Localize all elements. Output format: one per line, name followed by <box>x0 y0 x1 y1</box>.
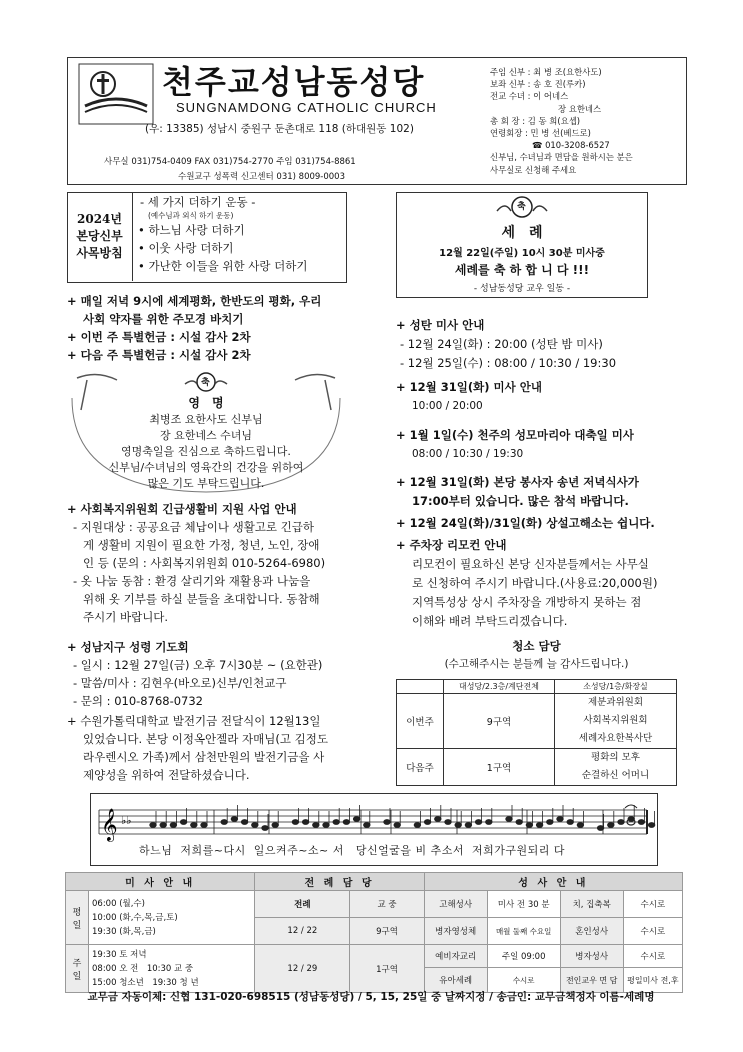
music-note <box>221 820 227 825</box>
mass-time: 19:30 (화,목,금) <box>92 926 156 937</box>
staff-line: 신부님, 수녀님과 면담을 원하시는 분은 <box>490 152 633 163</box>
sacrament-name: 전인교우 면 담 <box>560 968 623 993</box>
dec31-heading: + 12월 31일(화) 미사 안내 <box>396 380 542 394</box>
staff-line: 보좌 신부 : 송 호 진(루카) <box>490 79 586 90</box>
music-note <box>618 820 624 825</box>
baptism-date: 12월 22일(주일) 10시 30분 미사중 <box>439 248 605 259</box>
music-note <box>191 823 197 828</box>
music-note <box>414 823 420 828</box>
dec31-mass-notice <box>396 378 686 416</box>
table-row <box>397 749 677 786</box>
music-staff-box <box>90 793 658 866</box>
welfare-line: - 지원대상 : 공공요금 체납이나 생활고로 긴급하 <box>73 520 315 534</box>
policy-item: • 이웃 사랑 더하기 <box>138 241 234 255</box>
sacrament-time: 수시로 <box>623 918 682 945</box>
tithe-footer: 교무금 자동이체: 신협 131-020-698515 (성남동성당) / 5, 15, 25일 중 날짜지정 / 송금인: 교무금책정자 이름-세례명 <box>87 991 655 1003</box>
music-note <box>323 823 329 828</box>
duty-date: 12 / 29 <box>255 945 350 993</box>
policy-item: • 가난한 이들을 위한 사랑 더하기 <box>138 259 308 273</box>
table-header: 소성당/1층/화장실 <box>555 680 677 694</box>
sunday-mass-times <box>89 945 255 993</box>
duty-header: 교 중 <box>350 891 424 918</box>
duty-group: 1구역 <box>350 945 424 993</box>
hymn-lyrics: 하느님 저희를~다시 일으켜주~소~ 서 당신얼굴을 비 추소서 저희가구원되리 다 <box>139 844 566 857</box>
volunteer-line: 17:00부터 있습니다. 많은 참석 바랍니다. <box>412 494 629 508</box>
music-note <box>241 820 247 825</box>
policy-line: 사목방침 <box>76 246 123 260</box>
staff-list <box>490 66 633 176</box>
staff-line: 주임 신부 : 최 병 조(요한사도) <box>490 67 602 77</box>
music-note <box>333 820 339 825</box>
cleaning-subtitle: (수고해주시는 분들께 늘 감사드립니다.) <box>444 658 629 670</box>
sacrament-name: 예비자교리 <box>424 945 487 968</box>
sacrament-name: 병자성사 <box>560 945 623 968</box>
music-note <box>201 823 207 828</box>
welfare-notice <box>67 500 367 626</box>
music-note <box>364 823 370 828</box>
table-header <box>397 680 444 694</box>
volunteer-line: + 12월 31일(화) 본당 봉사자 송년 저녁식사가 <box>396 475 639 489</box>
music-note <box>384 820 390 825</box>
policy-heading: - 세 가지 더하기 운동 - <box>140 195 256 209</box>
duty-header: 전례 <box>255 891 350 918</box>
notice-line: + 매일 저녁 9시에 세계평화, 한반도의 평화, 우리 <box>67 294 322 308</box>
cell-line: 순결하신 어머니 <box>581 770 650 781</box>
table-cell: 다음주 <box>397 749 444 786</box>
music-note <box>486 820 492 825</box>
music-note <box>302 820 308 825</box>
sacrament-time: 주일 09:00 <box>487 945 560 968</box>
jan1-times: 08:00 / 10:30 / 19:30 <box>412 448 524 460</box>
music-staff <box>91 798 657 848</box>
christmas-mass-notice <box>396 316 686 373</box>
music-note <box>638 820 644 825</box>
jan1-mass-notice <box>396 426 686 464</box>
cleaning-table <box>396 679 677 786</box>
notice-line: + 다음 주 특별헌금 : 시설 감사 2차 <box>67 348 251 362</box>
staff-line: 전교 수녀 : 이 어네스 <box>490 91 569 102</box>
parking-remote-notice <box>396 536 686 631</box>
table-cell <box>555 749 677 786</box>
music-note <box>353 817 359 822</box>
sacrament-name: 혼인성사 <box>560 918 623 945</box>
policy-line: 본당신부 <box>76 229 123 243</box>
table-row <box>66 891 683 918</box>
mass-time: 19:30 토 저녁 <box>92 949 147 960</box>
church-phones: 사무실 031)754-0409 FAX 031)754-2770 주임 031)754-8861 <box>104 157 356 167</box>
notice-line: 사회 약자를 위한 주모경 바치기 <box>83 312 244 326</box>
weekday-label: 평일 <box>66 891 89 945</box>
weekday-mass-times <box>89 891 255 945</box>
svg-text:♭♭: ♭♭ <box>121 814 132 827</box>
feast-line: 장 요한네스 수녀님 <box>159 429 252 442</box>
cell-line: 평화의 모후 <box>591 752 640 763</box>
table-row <box>66 945 683 968</box>
baptism-congrats: 세례를 축 하 합 니 다 !!! <box>454 263 590 277</box>
duty-group: 9구역 <box>350 918 424 945</box>
music-note <box>252 823 258 828</box>
notice-prayer <box>67 292 357 364</box>
policy-note: (예수님과 외식 하기 운동) <box>148 211 234 220</box>
music-note <box>547 820 553 825</box>
volunteer-dinner-notice <box>396 473 686 511</box>
staff-line: 장 요한네스 <box>558 103 602 114</box>
policy-item: • 하느님 사랑 더하기 <box>138 223 245 237</box>
xmas-heading: + 성탄 미사 안내 <box>396 318 485 332</box>
parking-line: 지역특성상 상시 주차장을 개방하지 못하는 점 <box>412 595 642 609</box>
table-cell <box>555 694 677 749</box>
sacrament-name: 병자영성체 <box>424 918 487 945</box>
feast-line: 많은 기도 부탁드립니다. <box>147 477 265 490</box>
music-note <box>272 823 278 828</box>
feast-message <box>67 412 345 492</box>
music-note <box>424 820 430 825</box>
cleaning-title: 청소 담당 <box>512 639 561 653</box>
liturgy-duty-title: 전 례 담 당 <box>255 873 424 891</box>
donation-notice <box>67 712 367 784</box>
prayer-line: - 문의 : 010-8768-0732 <box>73 694 203 708</box>
welfare-line: 위해 옷 기부를 하실 분들을 초대합니다. 동참해 <box>83 592 320 606</box>
music-note <box>465 823 471 828</box>
music-note <box>455 823 461 828</box>
music-note <box>516 820 522 825</box>
parking-line: 이해와 배려 부탁드리겠습니다. <box>412 614 568 628</box>
table-row <box>397 694 677 749</box>
mass-time: 15:00 청소년 19:30 청 년 <box>92 977 199 988</box>
donation-line: 있었습니다. 본당 이정옥안젤라 자매님(고 김정도 <box>83 732 328 746</box>
church-address: (우: 13385) 성남시 중원구 둔촌대로 118 (하대원동 102) <box>145 123 414 135</box>
table-row <box>397 680 677 694</box>
music-note <box>648 823 654 828</box>
parking-heading: + 주차장 리모컨 안내 <box>396 538 507 552</box>
baptism-box <box>396 192 648 298</box>
music-note <box>445 820 451 825</box>
sacrament-time: 미사 전 30 분 <box>487 891 560 918</box>
jan1-heading: + 1월 1일(수) 천주의 성모마리아 대축일 미사 <box>396 428 634 442</box>
feast-line: 신부님/수녀님의 영육간의 건강을 위하여 <box>108 461 304 474</box>
xmas-line: - 12월 24일(화) : 20:00 (성탄 밤 미사) <box>400 337 603 351</box>
mass-time: 06:00 (월,수) <box>92 898 145 909</box>
donation-line: 제양성을 위하여 전달하셨습니다. <box>83 768 250 782</box>
policy-label <box>67 192 133 281</box>
cell-line: 제분과위원회 <box>587 697 644 708</box>
welfare-line: 게 생활비 지원이 필요한 가정, 청년, 노인, 장애 <box>83 538 320 552</box>
prayer-heading: + 성남지구 성령 기도회 <box>67 640 189 654</box>
feast-badge: 축 <box>201 378 210 388</box>
church-english-name: SUNGNAMDONG CATHOLIC CHURCH <box>176 100 437 115</box>
music-note <box>343 820 349 825</box>
music-note <box>557 817 563 822</box>
staff-line: 총 회 장 : 김 동 희(요셉) <box>490 115 581 126</box>
music-note <box>231 817 237 822</box>
donation-line: + 수원가톨릭대학교 발전기금 전달식이 12월13일 <box>67 714 321 728</box>
dec31-times: 10:00 / 20:00 <box>412 400 483 412</box>
music-note <box>180 820 186 825</box>
svg-text:𝄞: 𝄞 <box>101 808 118 841</box>
prayer-line: - 말씀/미사 : 김현우(바오로)신부/인천교구 <box>73 676 287 690</box>
music-note <box>160 823 166 828</box>
music-note <box>394 823 400 828</box>
feast-line: 영명축일을 진심으로 축하드립니다. <box>121 445 291 458</box>
welfare-heading: + 사회복지위원회 긴급생활비 지원 사업 안내 <box>67 502 297 516</box>
sacrament-name: 치, 집축복 <box>560 891 623 918</box>
sacrament-time: 수시로 <box>623 945 682 968</box>
table-row <box>66 873 683 891</box>
church-title: 천주교성남동성당 <box>162 63 426 101</box>
music-note <box>597 826 603 831</box>
xmas-line: - 12월 25일(수) : 08:00 / 10:30 / 19:30 <box>400 356 617 370</box>
duty-date: 12 / 22 <box>255 918 350 945</box>
donation-line: 라우렌시오 가족)께서 삼천만원의 발전기금을 사 <box>83 750 325 764</box>
church-logo <box>77 62 155 126</box>
feast-day-box <box>67 370 345 498</box>
confession-notice: + 12월 24일(화)/31일(화) 상설고해소는 쉽니다. <box>396 516 655 530</box>
baptism-title: 세 례 <box>501 225 543 241</box>
welfare-line: - 옷 나눔 동참 : 환경 살리기와 재활용과 나눔을 <box>73 574 311 588</box>
sacrament-time: 수시로 <box>623 891 682 918</box>
notice-line: + 이번 주 특별헌금 : 시설 감사 2차 <box>67 330 251 344</box>
prayer-line: - 일시 : 12월 27일(금) 오후 7시30분 ~ (요한관) <box>73 658 323 672</box>
table-cell: 1구역 <box>444 749 555 786</box>
baptism-from: - 성남동성당 교우 일동 - <box>473 284 571 294</box>
mass-schedule-title: 미 사 안 내 <box>66 873 255 891</box>
report-center: 수원교구 성폭력 신고센터 031) 8009-0003 <box>178 172 346 182</box>
cell-line: 세례자요한복사단 <box>578 733 653 744</box>
sacrament-title: 성 사 안 내 <box>424 873 682 891</box>
music-note <box>577 823 583 828</box>
music-note <box>435 817 441 822</box>
table-cell: 9구역 <box>444 694 555 749</box>
music-note <box>313 823 319 828</box>
music-note <box>567 820 573 825</box>
staff-line: 사무실로 신청해 주세요 <box>490 164 577 175</box>
schedule-table <box>65 872 683 993</box>
parking-line: 리모컨이 필요하신 본당 신자분들께서는 사무실 <box>412 557 649 571</box>
music-note <box>608 823 614 828</box>
music-note <box>475 820 481 825</box>
sacrament-time: 매월 둘째 수요일 <box>487 918 560 945</box>
welfare-line: 인 등 (문의 : 사회복지위원회 010-5264-6980) <box>83 556 326 570</box>
cell-line: 사회복지위원회 <box>583 715 648 726</box>
music-note <box>150 823 156 828</box>
feast-title: 영 명 <box>188 396 224 410</box>
mass-time: 10:00 (화,수,목,금,토) <box>92 912 178 923</box>
music-note <box>526 823 532 828</box>
prayer-meeting-notice <box>67 638 367 710</box>
sacrament-name: 유아세례 <box>424 968 487 993</box>
policy-year: 2024년 <box>77 212 122 226</box>
music-note <box>170 823 176 828</box>
table-cell: 이번주 <box>397 694 444 749</box>
welfare-line: 주시기 바랍니다. <box>83 610 169 624</box>
music-note <box>262 826 268 831</box>
mass-time: 08:00 오 전 10:30 교 중 <box>92 963 194 974</box>
table-header: 대성당/2.3층/계단전체 <box>444 680 555 694</box>
music-note <box>292 820 298 825</box>
staff-line: ☎ 010-3208-6527 <box>532 140 610 151</box>
sunday-label: 주일 <box>66 945 89 993</box>
sacrament-time: 평일미사 전,후 <box>623 968 682 993</box>
sacrament-name: 고해성사 <box>424 891 487 918</box>
feast-line: 최병조 요한사도 신부님 <box>149 413 263 426</box>
baptism-badge: 축 <box>517 202 526 212</box>
sacrament-time: 수시로 <box>487 968 560 993</box>
music-note <box>536 823 542 828</box>
policy-content <box>138 193 343 275</box>
music-note <box>506 817 512 822</box>
staff-line: 연령회장 : 민 병 선(베드로) <box>490 128 591 139</box>
parking-line: 로 신청하여 주시기 바랍니다.(사용료:20,000원) <box>412 576 658 590</box>
